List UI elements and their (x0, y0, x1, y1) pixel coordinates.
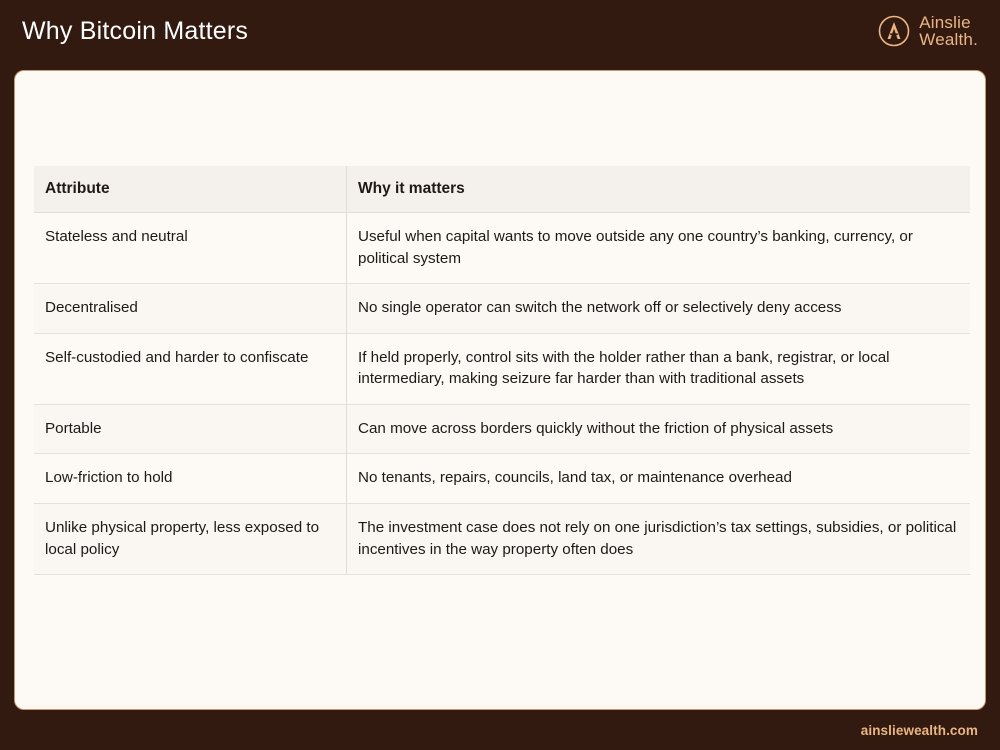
cell-why: The investment case does not rely on one jurisdiction’s tax settings, subsidies, or political incentives in the way property often does (347, 504, 971, 575)
content-card (14, 70, 986, 710)
column-header-why: Why it matters (347, 166, 971, 213)
table-body (34, 213, 970, 575)
brand-logo (878, 14, 978, 49)
cell-why: Useful when capital wants to move outside any one country’s banking, currency, or political system (347, 213, 971, 284)
table-header-row (34, 166, 970, 213)
brand-line-1: Ainslie (919, 12, 971, 32)
brand-line-2: Wealth. (919, 30, 978, 49)
cell-why: If held properly, control sits with the holder rather than a bank, registrar, or local intermediary, making seizure far harder than with traditional assets (347, 333, 971, 404)
cell-attribute: Self-custodied and harder to confiscate (34, 333, 347, 404)
table-row (34, 284, 970, 334)
table-head (34, 166, 970, 213)
table-row (34, 333, 970, 404)
cell-attribute: Low-friction to hold (34, 454, 347, 504)
brand-text (919, 14, 978, 49)
cell-attribute: Portable (34, 404, 347, 454)
table-row (34, 404, 970, 454)
matters-table (34, 166, 970, 575)
table-row (34, 504, 970, 575)
cell-why: No single operator can switch the network off or selectively deny access (347, 284, 971, 334)
matters-table-wrapper (34, 166, 970, 575)
cell-attribute: Decentralised (34, 284, 347, 334)
table-row (34, 454, 970, 504)
cell-attribute: Stateless and neutral (34, 213, 347, 284)
cell-attribute: Unlike physical property, less exposed to local policy (34, 504, 347, 575)
table-row (34, 213, 970, 284)
slide-header (0, 0, 1000, 62)
slide-footer (0, 710, 1000, 750)
cell-why: Can move across borders quickly without the friction of physical assets (347, 404, 971, 454)
column-header-attribute: Attribute (34, 166, 347, 213)
page-title: Why Bitcoin Matters (22, 16, 249, 45)
footer-website: ainsliewealth.com (860, 722, 978, 738)
ainslie-a-logo-icon (878, 15, 910, 47)
cell-why: No tenants, repairs, councils, land tax, or maintenance overhead (347, 454, 971, 504)
